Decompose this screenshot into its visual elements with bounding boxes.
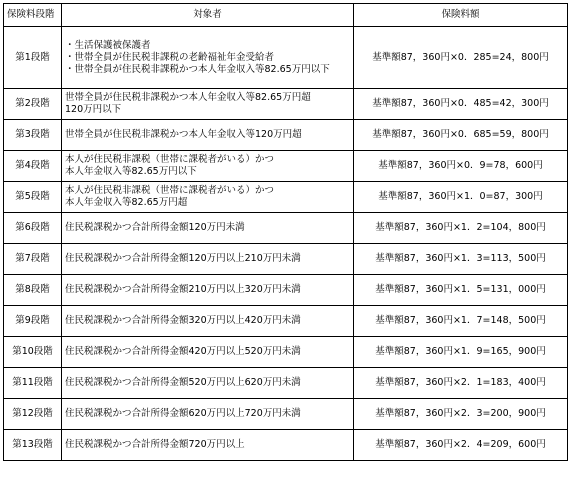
- stage-cell: 第9段階: [4, 306, 62, 337]
- amount-cell: 基準額87，360円×0．685=59，800円: [354, 120, 568, 151]
- target-cell: [62, 368, 354, 399]
- target-cell: [62, 120, 354, 151]
- target-line: 住民税課税かつ合計所得金額620万円以上720万円未満: [65, 408, 301, 419]
- amount-cell: 基準額87，360円×1．9=165，900円: [354, 337, 568, 368]
- table-row: [4, 275, 568, 306]
- header-amount: 保険料額: [354, 4, 568, 27]
- stage-cell: 第11段階: [4, 368, 62, 399]
- stage-cell: 第10段階: [4, 337, 62, 368]
- table-row: [4, 120, 568, 151]
- table-row: [4, 399, 568, 430]
- target-line: 世帯全員が住民税非課税かつ本人年金収入等120万円超: [65, 129, 302, 140]
- target-line: 住民税課税かつ合計所得金額320万円以上420万円未満: [65, 315, 301, 326]
- target-cell: [62, 151, 354, 182]
- table-row: [4, 306, 568, 337]
- target-line: ・世帯全員が住民税非課税の老齢福祉年金受給者: [65, 51, 275, 63]
- table-row: [4, 244, 568, 275]
- target-line: 本人が住民税非課税（世帯に課税者がいる）かつ: [65, 185, 275, 196]
- target-cell: [62, 306, 354, 337]
- amount-cell: 基準額87，360円×0．485=42，300円: [354, 89, 568, 120]
- target-line: 住民税課税かつ合計所得金額420万円以上520万円未満: [65, 346, 301, 357]
- stage-cell: 第12段階: [4, 399, 62, 430]
- stage-cell: 第7段階: [4, 244, 62, 275]
- stage-cell: 第1段階: [4, 27, 62, 89]
- stage-cell: 第4段階: [4, 151, 62, 182]
- target-line: 世帯全員が住民税非課税かつ本人年金収入等82.65万円超: [65, 92, 311, 103]
- target-line: 本人年金収入等82.65万円以下: [65, 166, 197, 177]
- header-target: 対象者: [62, 4, 354, 27]
- amount-cell: 基準額87，360円×0．9=78，600円: [354, 151, 568, 182]
- stage-cell: 第13段階: [4, 430, 62, 461]
- amount-cell: 基準額87，360円×1．5=131，000円: [354, 275, 568, 306]
- target-cell: [62, 27, 354, 89]
- table-row: [4, 182, 568, 213]
- target-cell: [62, 430, 354, 461]
- target-cell: [62, 244, 354, 275]
- target-cell: [62, 89, 354, 120]
- amount-cell: 基準額87，360円×2．3=200，900円: [354, 399, 568, 430]
- target-line: 住民税課税かつ合計所得金額120万円未満: [65, 222, 245, 233]
- target-cell: [62, 213, 354, 244]
- target-cell: [62, 182, 354, 213]
- amount-cell: 基準額87，360円×1．3=113，500円: [354, 244, 568, 275]
- header-stage: 保険料段階: [4, 4, 62, 27]
- table-row: [4, 27, 568, 89]
- stage-cell: 第5段階: [4, 182, 62, 213]
- premium-table: [3, 3, 568, 461]
- target-line: 本人が住民税非課税（世帯に課税者がいる）かつ: [65, 154, 275, 165]
- table-row: [4, 213, 568, 244]
- target-cell: [62, 399, 354, 430]
- table-row: [4, 337, 568, 368]
- amount-cell: 基準額87，360円×0．285=24，800円: [354, 27, 568, 89]
- amount-cell: 基準額87，360円×1．2=104，800円: [354, 213, 568, 244]
- header-row: [4, 4, 568, 27]
- amount-cell: 基準額87，360円×1．0=87，300円: [354, 182, 568, 213]
- target-cell: [62, 275, 354, 306]
- target-cell: [62, 337, 354, 368]
- target-line: 本人年金収入等82.65万円超: [65, 197, 188, 208]
- amount-cell: 基準額87，360円×1．7=148，500円: [354, 306, 568, 337]
- stage-cell: 第8段階: [4, 275, 62, 306]
- target-line: 120万円以下: [65, 104, 122, 115]
- amount-cell: 基準額87，360円×2．4=209，600円: [354, 430, 568, 461]
- table-row: [4, 89, 568, 120]
- table-row: [4, 430, 568, 461]
- stage-cell: 第2段階: [4, 89, 62, 120]
- target-line: ・世帯全員が住民税非課税かつ本人年金収入等82.65万円以下: [65, 63, 330, 75]
- table-row: [4, 151, 568, 182]
- target-line: 住民税課税かつ合計所得金額520万円以上620万円未満: [65, 377, 301, 388]
- target-line: 住民税課税かつ合計所得金額120万円以上210万円未満: [65, 253, 301, 264]
- table-row: [4, 368, 568, 399]
- stage-cell: 第6段階: [4, 213, 62, 244]
- target-line: 住民税課税かつ合計所得金額720万円以上: [65, 439, 245, 450]
- target-line: 住民税課税かつ合計所得金額210万円以上320万円未満: [65, 284, 301, 295]
- target-line: ・生活保護被保護者: [65, 39, 151, 51]
- amount-cell: 基準額87，360円×2．1=183，400円: [354, 368, 568, 399]
- stage-cell: 第3段階: [4, 120, 62, 151]
